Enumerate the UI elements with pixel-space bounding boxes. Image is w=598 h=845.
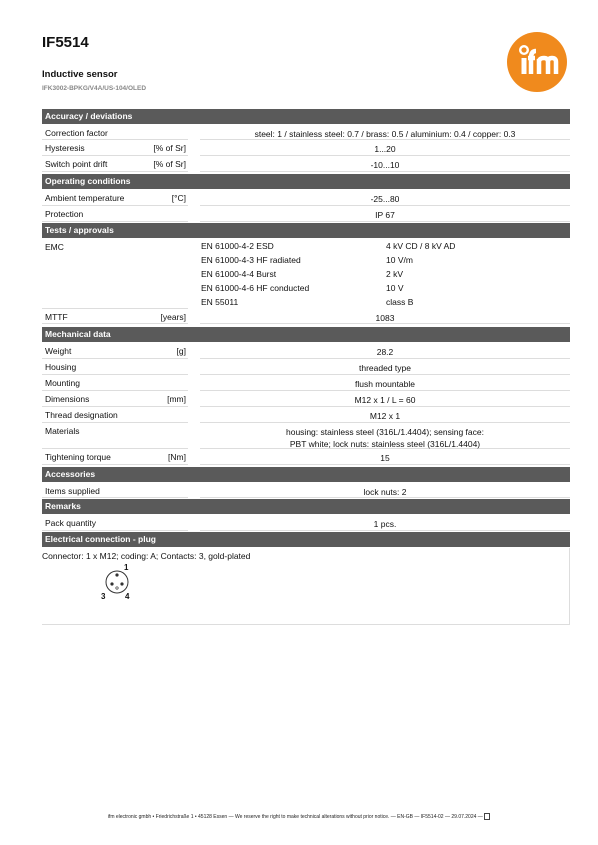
- row-items-supplied: Items supplied lock nuts: 2: [42, 483, 570, 498]
- row-dimensions: Dimensions [mm] M12 x 1 / L = 60: [42, 391, 570, 407]
- info-icon[interactable]: [484, 813, 490, 820]
- pin-label: 3: [101, 592, 106, 601]
- row-ambient-temperature: Ambient temperature [°C] -25...80: [42, 190, 570, 206]
- page-title: IF5514: [42, 34, 89, 51]
- row-mttf: MTTF [years] 1083: [42, 309, 570, 324]
- row-switch-point-drift: Switch point drift [% of Sr] -10...10: [42, 156, 570, 172]
- footer-text: ifm electronic gmbh • Friedrichstraße 1 • 45128 Essen — We reserve the right to make technical alterations without prior notice. — EN-GB — IF5514-02 — 29.07.2024 —: [107, 813, 483, 820]
- section-accuracy: Accuracy / deviations: [42, 109, 570, 124]
- row-weight: Weight [g] 28.2: [42, 343, 570, 359]
- emc-item: EN 61000-4-3 HF radiated 10 V/m: [201, 255, 413, 265]
- article-code: IFK3002-BPKG/V4A/US-104/OLED: [42, 85, 147, 92]
- row-protection: Protection IP 67: [42, 206, 570, 222]
- spec-sheet: [42, 109, 570, 625]
- row-tightening-torque: Tightening torque [Nm] 15: [42, 449, 570, 465]
- section-tests: Tests / approvals: [42, 223, 570, 238]
- row-emc: EMC EN 61000-4-2 ESD 4 kV CD / 8 kV AD EN 61000-4-3 HF radiated 10 V/m EN 61000-4-4 Burst 2 kV EN 61000-4-6 HF conducted 10 V EN 55011 class B: [42, 239, 570, 309]
- row-thread-designation: Thread designation M12 x 1: [42, 407, 570, 423]
- row-mounting: Mounting flush mountable: [42, 375, 570, 391]
- plug-connection: [42, 548, 570, 625]
- section-electrical: Electrical connection - plug: [42, 532, 570, 547]
- emc-item: EN 61000-4-4 Burst 2 kV: [201, 269, 404, 279]
- section-mechanical: Mechanical data: [42, 327, 570, 342]
- emc-item: EN 61000-4-6 HF conducted 10 V: [201, 283, 404, 293]
- pin-label: 4: [125, 592, 130, 601]
- section-accessories: Accessories: [42, 467, 570, 482]
- product-subtitle: Inductive sensor: [42, 69, 118, 80]
- footer: [0, 813, 598, 820]
- emc-item: EN 61000-4-2 ESD 4 kV CD / 8 kV AD: [201, 241, 456, 251]
- row-housing: Housing threaded type: [42, 359, 570, 375]
- section-remarks: Remarks: [42, 499, 570, 514]
- connector-description: Connector: 1 x M12; coding: A; Contacts: 3, gold-plated: [42, 551, 251, 561]
- emc-item: EN 55011 class B: [201, 297, 414, 307]
- pin-label: 1: [124, 563, 129, 572]
- row-materials: Materials housing: stainless steel (316L/1.4404); sensing face: PBT white; lock nuts: stainless steel (316L/1.4404): [42, 423, 570, 449]
- row-correction-factor: Correction factor steel: 1 / stainless steel: 0.7 / brass: 0.5 / aluminium: 0.4 / copper: 0.3: [42, 125, 570, 140]
- row-hysteresis: Hysteresis [% of Sr] 1...20: [42, 140, 570, 156]
- ifm-logo: [507, 32, 567, 92]
- row-pack-quantity: Pack quantity 1 pcs.: [42, 515, 570, 531]
- section-operating: Operating conditions: [42, 174, 570, 189]
